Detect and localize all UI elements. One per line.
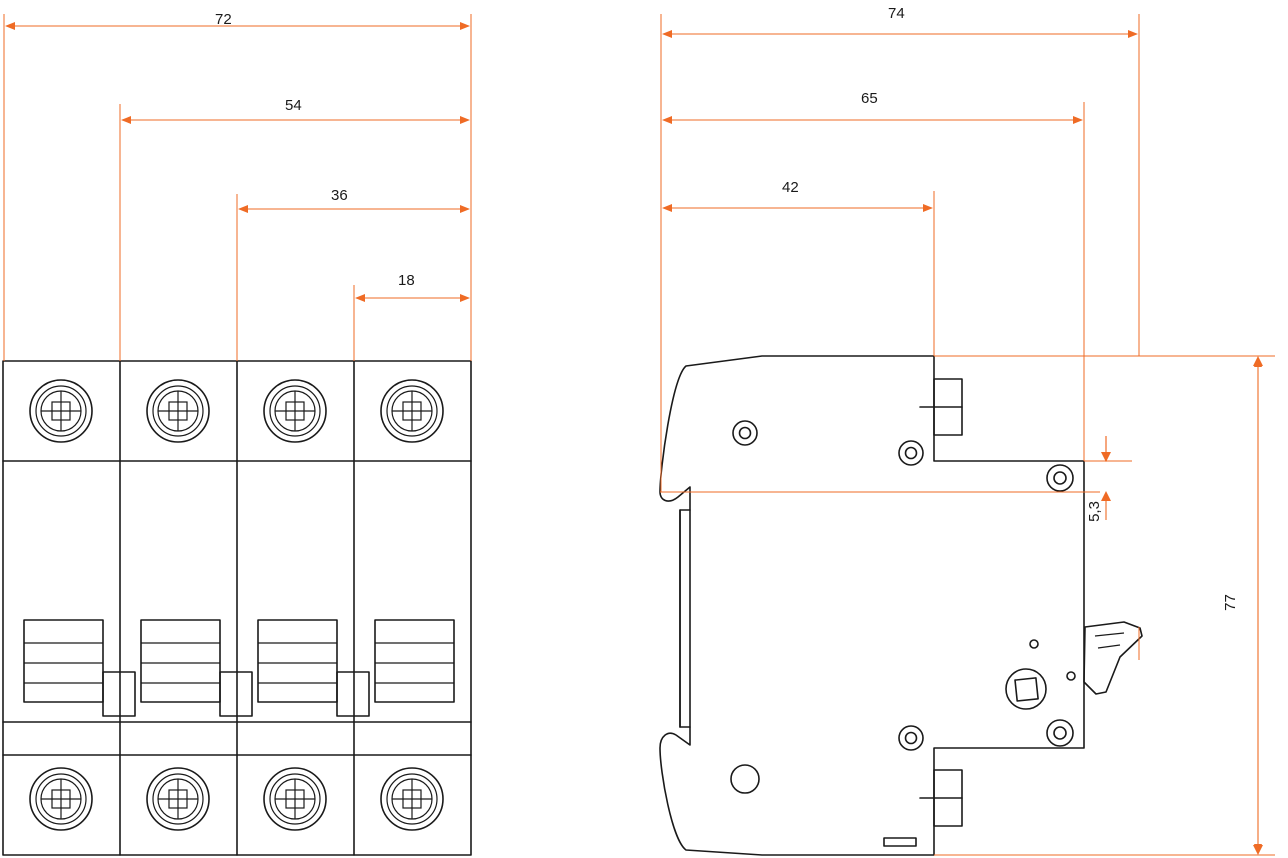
dim-65-label: 65: [861, 90, 878, 107]
terminal-block-bottom: [884, 770, 962, 846]
dim-5-3-label: 5,3: [1085, 501, 1103, 522]
front-view-extension-lines: [4, 14, 471, 361]
toggle-lever-group: [24, 620, 454, 716]
terminal-block-top: [920, 379, 962, 435]
dim-18-label: 18: [398, 272, 415, 289]
dim-42-label: 42: [782, 179, 799, 196]
dim-54-label: 54: [285, 97, 302, 114]
dim-72-label: 72: [215, 11, 232, 28]
side-view-dimension-lines: [663, 34, 1275, 855]
side-view-extension-lines: [660, 14, 1275, 660]
front-view-geometry: [3, 361, 471, 855]
side-view-geometry: [660, 356, 1142, 855]
toggle-lever-side: [1084, 622, 1142, 694]
dim-77-label: 77: [1221, 594, 1239, 611]
dim-74-label: 74: [888, 5, 905, 22]
dim-36-label: 36: [331, 187, 348, 204]
rivet-group: [731, 421, 1075, 793]
test-button: [1006, 669, 1046, 709]
